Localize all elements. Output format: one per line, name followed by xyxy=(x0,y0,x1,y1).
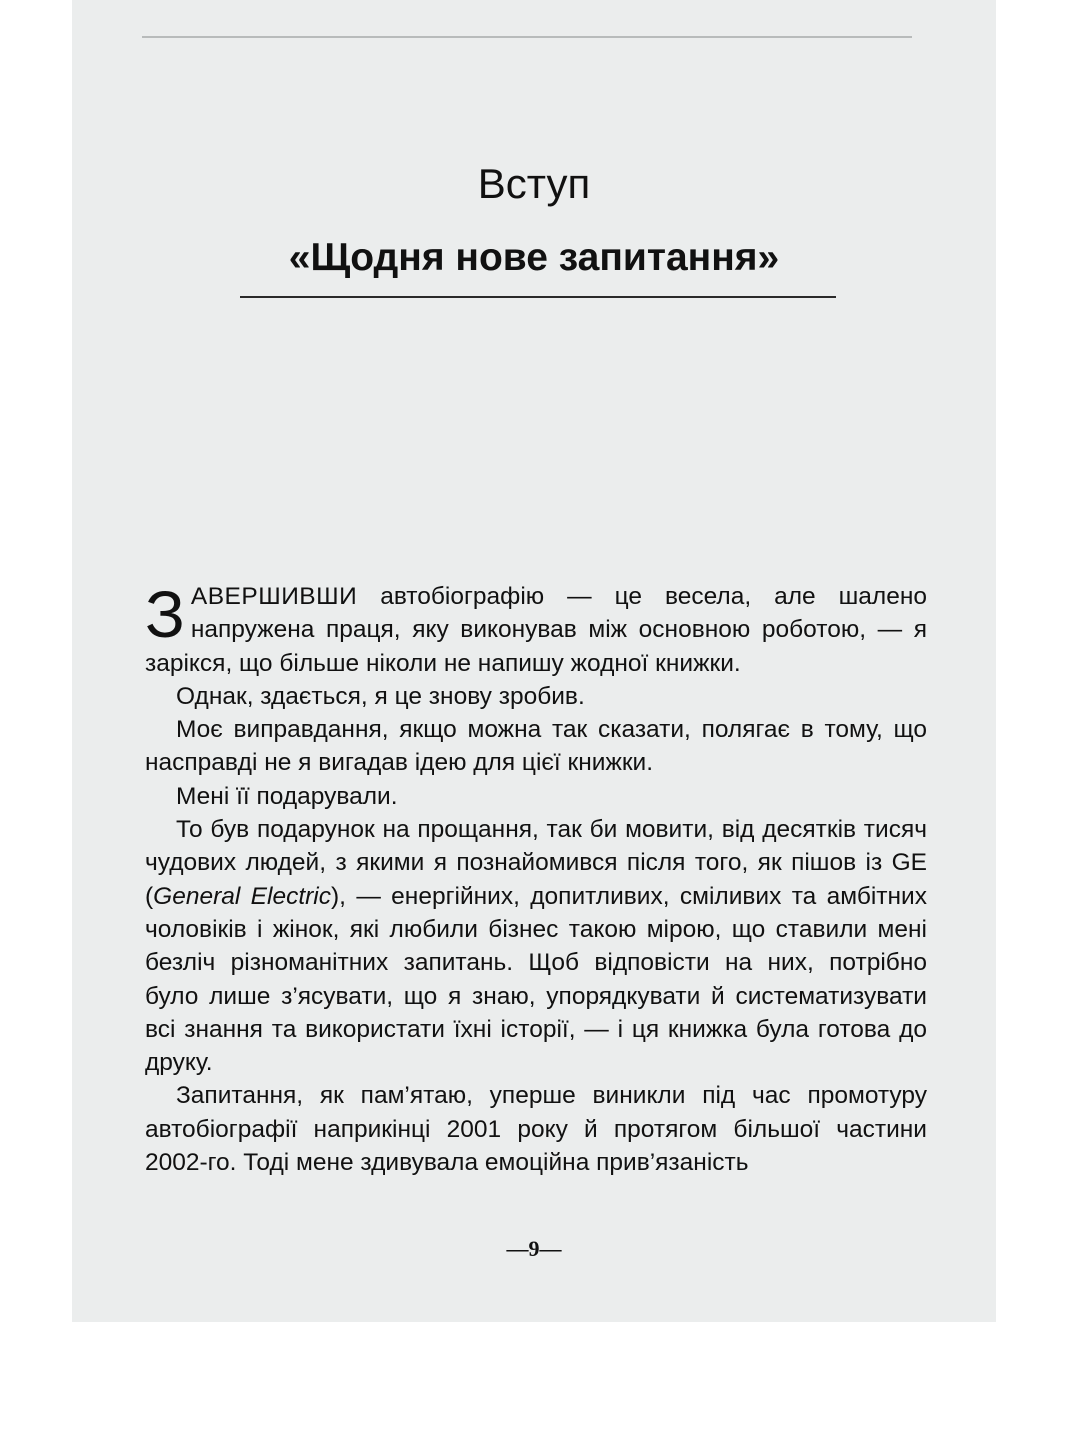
paragraph-1-text: автобіографію — це весела, але шалено напружена праця, яку виконував між основною роботою, — я зарікся, що більше ніколи не напишу жодної книжки. xyxy=(145,583,927,677)
chapter-subtitle: «Щодня нове запитання» xyxy=(288,236,780,279)
title-underline xyxy=(240,296,836,298)
paragraph-2: Однак, здається, я це знову зробив. xyxy=(176,682,585,710)
drop-cap: З xyxy=(145,577,185,651)
page-number: —9— xyxy=(506,1236,562,1261)
running-header-rule xyxy=(142,36,912,38)
paragraph-5-italic: General Electric xyxy=(153,882,331,910)
paragraph-5-text-a: То був подарунок на прощання, так би мовити, від десятків тисяч чудових людей, з якими я познайомився після того, як пішов із GE ( xyxy=(145,816,927,910)
paragraph-5 xyxy=(145,813,927,1079)
paragraph-4: Мені її подарували. xyxy=(176,782,398,810)
chapter-title: Вступ xyxy=(477,160,591,207)
paragraph-3: Моє виправдання, якщо можна так сказати, полягає в тому, що насправді не я вигадав ідею для цієї книжки. xyxy=(145,716,927,777)
paragraph-6: Запитання, як пам’ятаю, уперше виникли під час промотуру автобіографії наприкінці 2001 року й протягом більшої частини 2002-го. Тоді мене здивувала емоційна прив’язаність xyxy=(145,1082,927,1177)
paragraph-1 xyxy=(145,577,927,680)
lead-in-caps: АВЕРШИВШИ xyxy=(190,583,358,610)
book-page xyxy=(72,0,996,1322)
body-text xyxy=(145,577,927,1179)
paragraph-5-text-b: ), — енергійних, допитливих, сміливих та амбітних чоловіків і жінок, які любили бізнес такою мірою, що ставили мені безліч різноманітних запитань. Щоб відповісти на них, потрібно було лише з’ясувати, що я знаю, упорядкувати й систематизувати всі знання та використати їхні історії, — і ця книжка була готова до друку. xyxy=(145,882,927,1077)
